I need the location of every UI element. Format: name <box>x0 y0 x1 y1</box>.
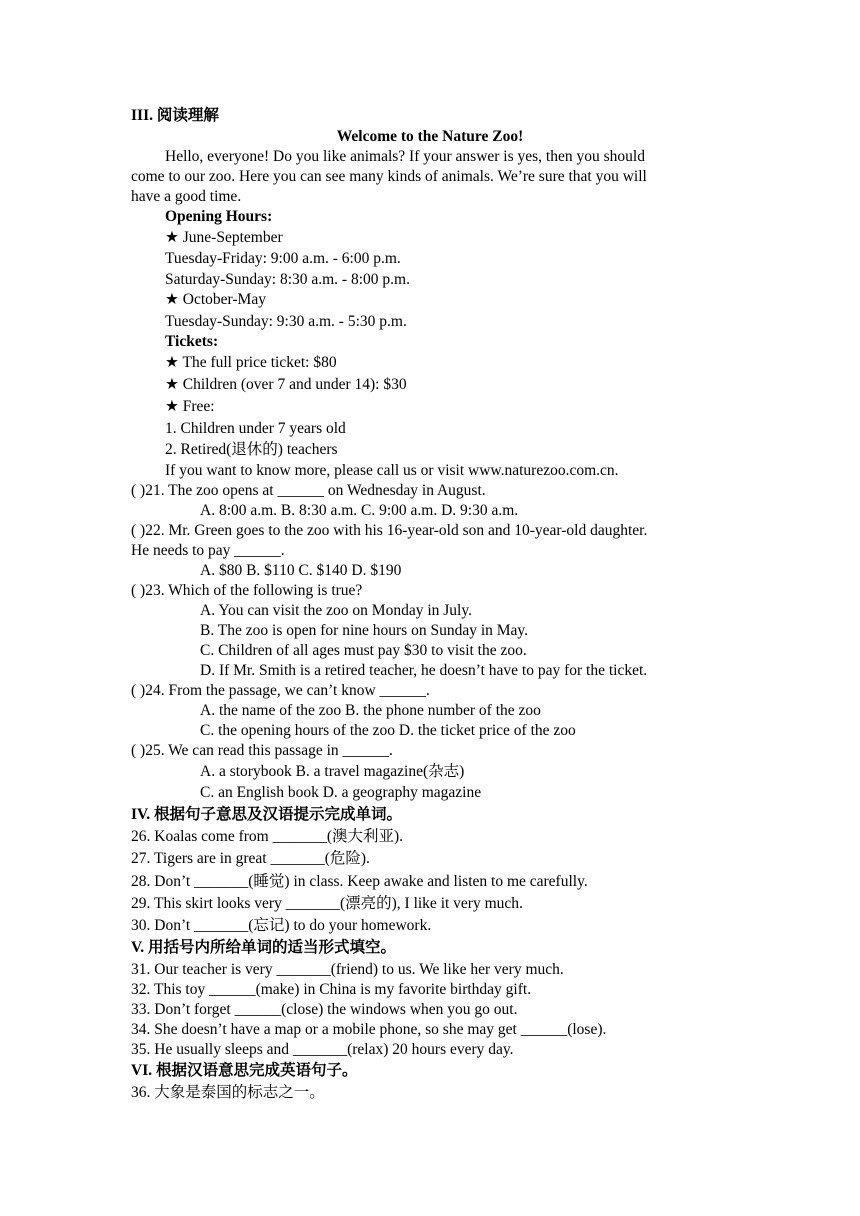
section-5-heading: V. 用括号内所给单词的适当形式填空。 <box>131 939 396 956</box>
question-21: ( )21. The zoo opens at ______ on Wednesday in August. <box>131 482 486 499</box>
opening-hours-label: Opening Hours: <box>165 208 273 225</box>
question-25-options-cd: C. an English book D. a geography magazine <box>200 784 482 801</box>
question-24-options-ab: A. the name of the zoo B. the phone number of the zoo <box>200 702 541 719</box>
ticket-free: ★ Free: <box>165 398 215 415</box>
exercise-item: 27. Tigers are in great _______(危险). <box>131 850 370 867</box>
section-3-heading: III. 阅读理解 <box>131 107 219 124</box>
question-24: ( )24. From the passage, we can’t know ______. <box>131 682 430 699</box>
exercise-item: 33. Don’t forget ______(close) the windows when you go out. <box>131 1001 518 1018</box>
ticket-full-price: ★ The full price ticket: $80 <box>165 354 337 371</box>
question-21-options: A. 8:00 a.m. B. 8:30 a.m. C. 9:00 a.m. D. 9:30 a.m. <box>200 502 519 519</box>
question-22-cont: He needs to pay ______. <box>131 542 285 559</box>
question-23-option-d: D. If Mr. Smith is a retired teacher, he doesn’t have to pay for the ticket. <box>200 662 648 679</box>
season-june-september: ★ June-September <box>165 229 283 246</box>
question-24-options-cd: C. the opening hours of the zoo D. the ticket price of the zoo <box>200 722 576 739</box>
question-25: ( )25. We can read this passage in ______. <box>131 742 393 759</box>
season-october-may: ★ October-May <box>165 291 266 308</box>
tickets-label: Tickets: <box>165 333 219 350</box>
question-22: ( )22. Mr. Green goes to the zoo with his 16-year-old son and 10-year-old daughter. <box>131 522 648 539</box>
exercise-item: 30. Don’t _______(忘记) to do your homework. <box>131 917 432 934</box>
contact-line: If you want to know more, please call us or visit www.naturezoo.com.cn. <box>165 462 619 479</box>
question-22-options: A. $80 B. $110 C. $140 D. $190 <box>200 562 402 579</box>
free-item-1: 1. Children under 7 years old <box>165 420 346 437</box>
intro-line-3: have a good time. <box>131 188 242 205</box>
question-23-option-c: C. Children of all ages must pay $30 to visit the zoo. <box>200 642 527 659</box>
section-6-heading: VI. 根据汉语意思完成英语句子。 <box>131 1062 358 1079</box>
exercise-item: 35. He usually sleeps and _______(relax) 20 hours every day. <box>131 1041 514 1058</box>
exercise-item: 32. This toy ______(make) in China is my favorite birthday gift. <box>131 981 532 998</box>
question-23-option-b: B. The zoo is open for nine hours on Sunday in May. <box>200 622 529 639</box>
intro-line-1: Hello, everyone! Do you like animals? If your answer is yes, then you should <box>165 148 645 165</box>
exercise-item: 34. She doesn’t have a map or a mobile phone, so she may get ______(lose). <box>131 1021 607 1038</box>
ticket-children: ★ Children (over 7 and under 14): $30 <box>165 376 407 393</box>
question-25-options-ab: A. a storybook B. a travel magazine(杂志) <box>200 763 465 780</box>
question-23: ( )23. Which of the following is true? <box>131 582 363 599</box>
free-item-2: 2. Retired(退休的) teachers <box>165 441 338 458</box>
intro-line-2: come to our zoo. Here you can see many kinds of animals. We’re sure that you will <box>131 168 647 185</box>
hours-tue-sun: Tuesday-Sunday: 9:30 a.m. - 5:30 p.m. <box>165 313 407 330</box>
hours-sat-sun: Saturday-Sunday: 8:30 a.m. - 8:00 p.m. <box>165 271 410 288</box>
exercise-item: 31. Our teacher is very _______(friend) to us. We like her very much. <box>131 961 564 978</box>
exercise-item: 29. This skirt looks very _______(漂亮的), I like it very much. <box>131 895 523 912</box>
question-23-option-a: A. You can visit the zoo on Monday in July. <box>200 602 472 619</box>
exercise-item: 28. Don’t _______(睡觉) in class. Keep awake and listen to me carefully. <box>131 873 588 890</box>
passage-title: Welcome to the Nature Zoo! <box>336 128 524 145</box>
exercise-item: 26. Koalas come from _______(澳大利亚). <box>131 828 404 845</box>
hours-tue-fri: Tuesday-Friday: 9:00 a.m. - 6:00 p.m. <box>165 250 401 267</box>
exercise-item: 36. 大象是泰国的标志之一。 <box>131 1084 325 1101</box>
section-4-heading: IV. 根据句子意思及汉语提示完成单词。 <box>131 806 402 823</box>
